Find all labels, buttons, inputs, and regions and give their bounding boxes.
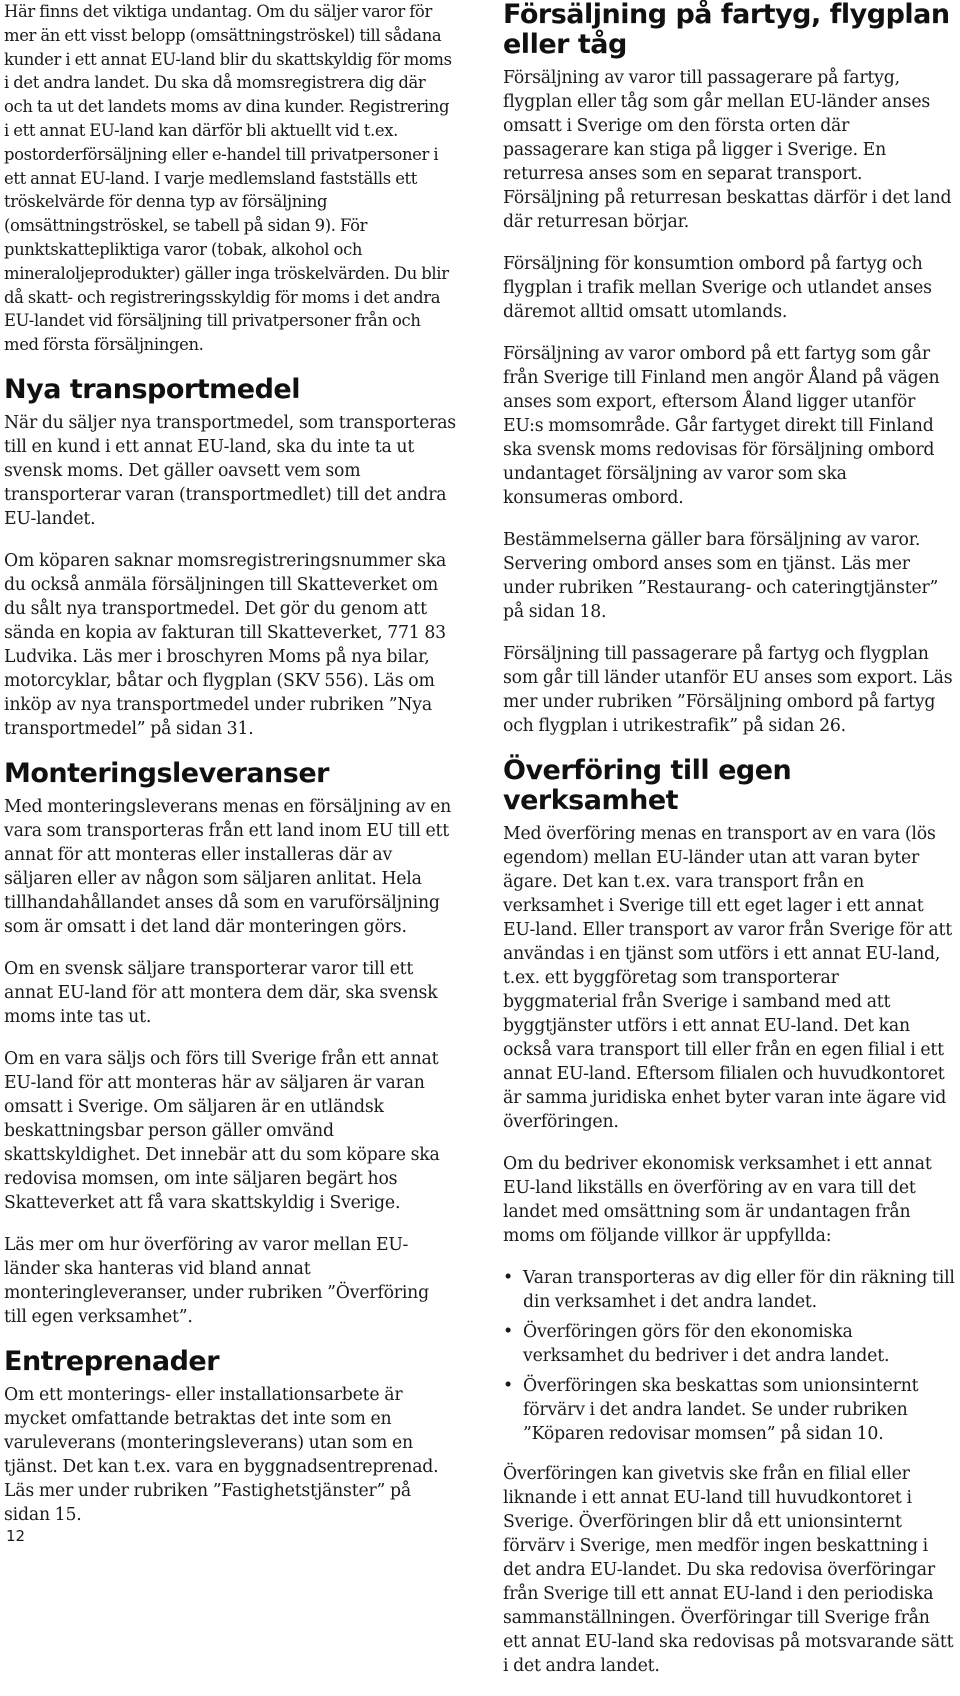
heading-nya-transportmedel: Nya transportmedel bbox=[4, 373, 300, 405]
list-item-text: Överföringen ska beskattas som unionsinternt förvärv i det andra landet. Se under rubriken ”Köparen redovisar momsen” på sidan 10. bbox=[523, 1376, 919, 1444]
bullet-icon: • bbox=[503, 1376, 513, 1396]
overforing-paragraph-1: Med överföring menas en transport av en vara (lös egendom) mellan EU-länder utan att varan byter ägare. Det kan t.ex. vara transport från en verksamhet i Sverige till ett eget lager i ett annat EU-land. Eller transport av varor från Sverige för att användas i en tjänst som utförs i ett annat EU-land, t.ex. ett byggföretag som transporterar byggmaterial från Sverige i samband med att byggtjänster utförs i ett annat EU-land. Det kan också vara transport till eller från en egen filial i ett annat EU-land. Eftersom filialen och huvudkontoret är samma juridiska enhet byter varan inte ägare vid överföringen. bbox=[503, 824, 953, 1132]
list-item bbox=[503, 1320, 955, 1368]
heading-monteringsleveranser: Monteringsleveranser bbox=[4, 757, 329, 789]
list-item-text: Överföringen görs för den ekonomiska verksamhet du bedriver i det andra landet. bbox=[523, 1322, 890, 1366]
montering-paragraph-1: Med monteringsleverans menas en försäljning av en vara som transporteras från ett land inom EU till ett annat för att monteras eller installeras där av säljaren eller av någon som säljaren anlitat. Hela tillhandahållandet anses då som en varuförsäljning som är omsatt i det land där monteringen görs. bbox=[4, 796, 452, 937]
intro-paragraph: Här finns det viktiga undantag. Om du säljer varor för mer än ett visst belopp (omsättningströskel) till sådana kunder i ett annat EU-land blir du skattskyldig för moms i det andra landet. Du ska då momsregistrera dig där och ta ut det landets moms av dina kunder. Registrering i ett annat EU-land kan därför bli aktuellt vid t.ex. postorderförsäljning eller e-handel till privatpersoner i ett annat EU-land. I varje medlemsland fastställs ett tröskelvärde för denna typ av försäljning (omsättningströskel, se tabell på sidan 9). För punktskattepliktiga varor (tobak, alkohol och mineraloljeprodukter) gäller inga tröskelvärden. Du blir då skatt- och registreringsskyldig för moms i det andra EU-landet vid försäljning till privatpersoner från och med första försäljningen. bbox=[4, 2, 452, 355]
bullet-icon: • bbox=[503, 1268, 513, 1288]
fartyg-paragraph-4: Bestämmelserna gäller bara försäljning av varor. Servering ombord anses som en tjänst. Läs mer under rubriken ”Restaurang- och cateringtjänster” på sidan 18. bbox=[503, 530, 939, 622]
montering-paragraph-3: Om en vara säljs och förs till Sverige från ett annat EU-land för att monteras här av säljaren är varan omsatt i Sverige. Om säljaren är en utländsk beskattningsbar person gäller omvänd skattskyldighet. Det innebär att du som köpare ska redovisa momsen, om inte säljaren begärt hos Skatteverket att få vara skattskyldig i Sverige. bbox=[4, 1048, 440, 1213]
overforing-paragraph-3: Överföringen kan givetvis ske från en filial eller liknande i ett annat EU-land till huvudkontoret i Sverige. Överföringen blir då ett unionsinternt förvärv i Sverige, men medför ingen beskattning i det andra EU-landet. Du ska redovisa överföringar från Sverige till ett annat EU-land i den periodiska sammanställningen. Överföringar till Sverige från ett annat EU-land ska redovisas på motsvarande sätt i det andra landet. bbox=[503, 1464, 954, 1676]
right-column bbox=[503, 0, 955, 1696]
bullet-icon: • bbox=[503, 1322, 513, 1342]
entreprenad-paragraph: Om ett monterings- eller installationsarbete är mycket omfattande betraktas det inte som en varuleverans (monteringsleverans) utan som en tjänst. Det kan t.ex. vara en byggnadsentreprenad. Läs mer under rubriken ”Fastighetstjänster” på sidan 15. bbox=[4, 1384, 439, 1525]
list-item-text: Varan transporteras av dig eller för din räkning till din verksamhet i det andra landet. bbox=[523, 1268, 955, 1312]
montering-paragraph-4: Läs mer om hur överföring av varor mellan EU-länder ska hanteras vid bland annat monteringleveranser, under rubriken ”Överföring till egen verksamhet”. bbox=[4, 1234, 429, 1327]
heading-forsaljning-fartyg: Försäljning på fartyg, flygplan eller tåg bbox=[503, 0, 950, 60]
heading-overforing: Överföring till egen verksamhet bbox=[503, 755, 792, 816]
transport-paragraph-1: När du säljer nya transportmedel, som transporteras till en kund i ett annat EU-land, ska du inte ta ut svensk moms. Det gäller oavsett vem som transporterar varan (transportmedlet) till det andra EU-landet. bbox=[4, 412, 456, 529]
heading-entreprenader: Entreprenader bbox=[4, 1345, 220, 1377]
left-column bbox=[4, 0, 456, 1545]
page-number: 12 bbox=[6, 1527, 26, 1545]
fartyg-paragraph-3: Försäljning av varor ombord på ett fartyg som går från Sverige till Finland men angör Åland på vägen anses som export, eftersom Åland ligger utanför EU:s momsområde. Går fartyget direkt till Finland ska svensk moms redovisas för försäljning ombord undantaget försäljning av varor som ska konsumeras ombord. bbox=[503, 344, 940, 508]
transport-paragraph-2: Om köparen saknar momsregistreringsnummer ska du också anmäla försäljningen till Skatteverket om du sålt nya transportmedel. Det gör du genom att sända en kopia av fakturan till Skatteverket, 771 83 Ludvika. Läs mer i broschyren Moms på nya bilar, motorcyklar, båtar och flygplan (SKV 556). Läs om inköp av nya transportmedel under rubriken ”Nya transportmedel” på sidan 31. bbox=[4, 550, 447, 739]
conditions-list bbox=[503, 1266, 955, 1446]
montering-paragraph-2: Om en svensk säljare transporterar varor till ett annat EU-land för att montera dem där, ska svensk moms inte tas ut. bbox=[4, 958, 438, 1027]
fartyg-paragraph-2: Försäljning för konsumtion ombord på fartyg och flygplan i trafik mellan Sverige och utlandet anses däremot alltid omsatt utomlands. bbox=[503, 254, 932, 322]
list-item bbox=[503, 1266, 955, 1314]
list-item bbox=[503, 1374, 955, 1446]
fartyg-paragraph-1: Försäljning av varor till passagerare på fartyg, flygplan eller tåg som går mellan EU-länder anses omsatt i Sverige om den första orten där passagerare kan stiga på ligger i Sverige. En returresa anses som en separat transport. Försäljning på returresan beskattas därför i det land där returresan börjar. bbox=[503, 68, 952, 232]
overforing-paragraph-2: Om du bedriver ekonomisk verksamhet i ett annat EU-land likställs en överföring av en vara till det landet med omsättning som är undantagen från moms om följande villkor är uppfyllda: bbox=[503, 1154, 932, 1246]
fartyg-paragraph-5: Försäljning till passagerare på fartyg och flygplan som går till länder utanför EU anses som export. Läs mer under rubriken ”Försäljning ombord på fartyg och flygplan i utrikestrafik” på sidan 26. bbox=[503, 644, 953, 736]
